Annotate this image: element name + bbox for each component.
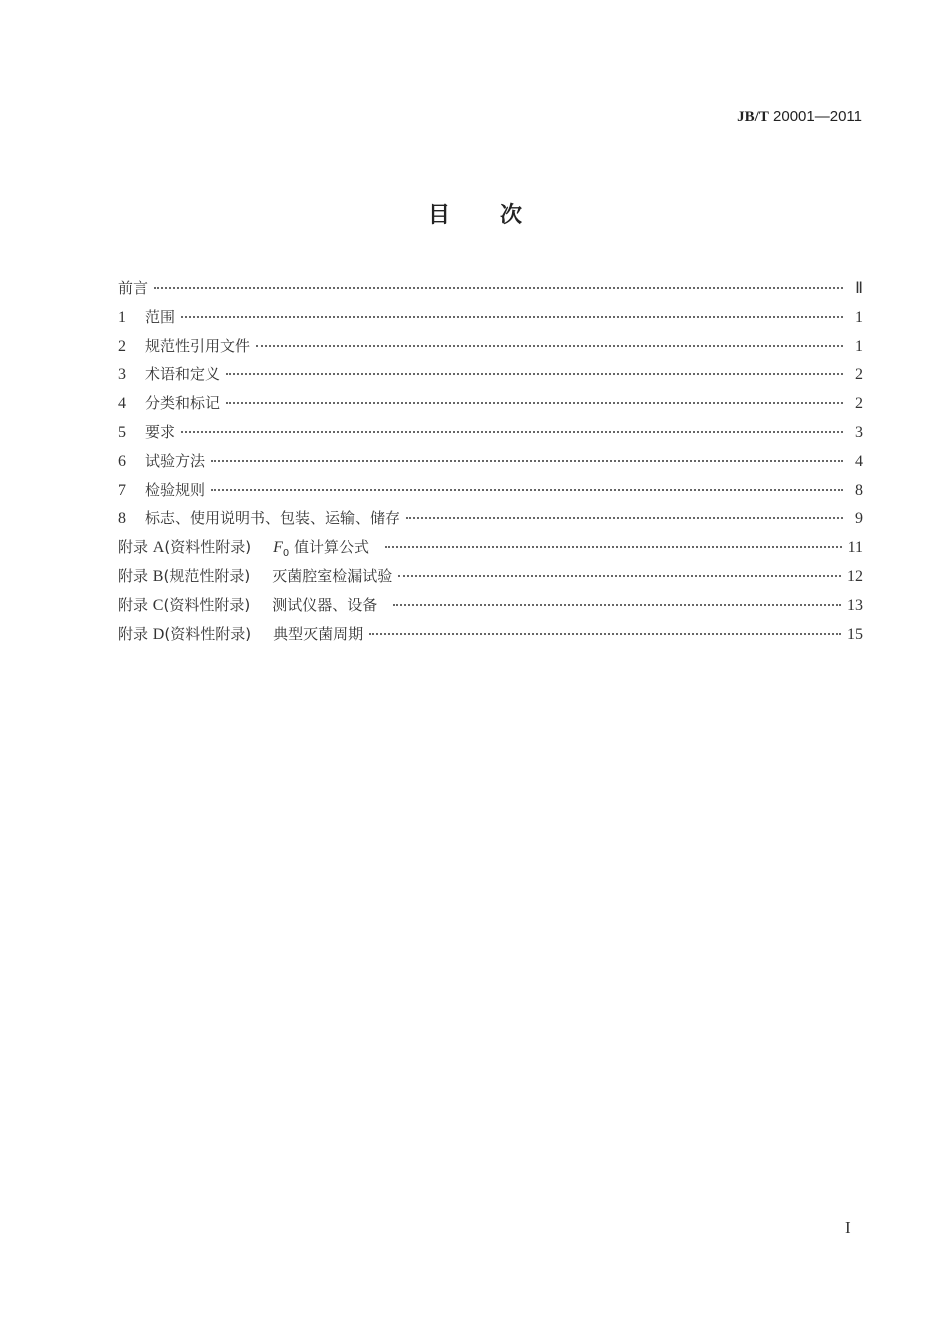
toc-label: 规范性引用文件	[145, 336, 251, 355]
dot-leader	[393, 604, 841, 606]
dot-leader	[398, 575, 841, 577]
toc-entry[interactable]	[118, 392, 863, 421]
toc-label: 术语和定义	[145, 365, 221, 384]
toc-label: 要求	[145, 422, 176, 441]
toc-label: 试验方法	[145, 451, 206, 470]
appendix-prefix: 附录 D(资料性附录)	[118, 624, 252, 643]
dot-leader	[181, 316, 843, 318]
table-of-contents	[118, 277, 863, 651]
toc-number: 4	[118, 395, 126, 413]
standard-code	[737, 108, 862, 126]
toc-number: 3	[118, 366, 126, 384]
dot-leader	[385, 546, 842, 548]
toc-number: 8	[118, 510, 126, 528]
toc-appendix-c[interactable]	[118, 594, 863, 623]
toc-label: 标志、使用说明书、包装、运输、储存	[145, 509, 401, 528]
toc-appendix-d[interactable]	[118, 623, 863, 652]
standard-prefix: JB/T	[737, 109, 769, 125]
toc-label: 前言	[118, 279, 149, 297]
toc-page: 1	[855, 308, 863, 326]
toc-page: 1	[855, 337, 863, 355]
dot-leader	[181, 431, 843, 433]
toc-appendix-b[interactable]	[118, 565, 863, 594]
title-char-1: 目	[427, 203, 450, 228]
appendix-prefix: 附录 C(资料性附录)	[118, 595, 251, 614]
toc-entry[interactable]	[118, 306, 863, 335]
toc-entry-foreword[interactable]	[118, 277, 863, 306]
dot-leader	[369, 633, 841, 635]
toc-page: 2	[855, 395, 863, 413]
toc-entry[interactable]	[118, 450, 863, 479]
toc-label: $F_0$ 值计算公式	[273, 538, 370, 560]
toc-number: 2	[118, 337, 126, 355]
toc-page: 2	[855, 366, 863, 384]
toc-page: 3	[855, 423, 863, 441]
toc-number: 5	[118, 423, 126, 441]
toc-label: 范围	[145, 307, 176, 326]
standard-number: 20001—2011	[773, 108, 862, 125]
toc-entry[interactable]	[118, 363, 863, 392]
toc-label: 测试仪器、设备	[272, 595, 378, 614]
toc-number: 1	[118, 308, 126, 326]
dot-leader	[226, 402, 843, 404]
toc-page: 9	[855, 510, 863, 528]
dot-leader	[154, 287, 843, 289]
dot-leader	[211, 460, 843, 462]
toc-label: 检验规则	[145, 480, 206, 499]
toc-entry[interactable]	[118, 335, 863, 364]
toc-number: 6	[118, 452, 126, 470]
toc-appendix-a[interactable]	[118, 536, 863, 565]
appendix-prefix: 附录 B(规范性附录)	[118, 566, 251, 585]
toc-number: 7	[118, 481, 126, 499]
toc-page: 11	[847, 539, 863, 557]
title-char-2: 次	[500, 203, 523, 228]
dot-leader	[226, 373, 843, 375]
dot-leader	[406, 517, 843, 519]
toc-page: 8	[855, 481, 863, 499]
appendix-prefix: 附录 A(资料性附录)	[118, 538, 252, 557]
toc-entry[interactable]	[118, 507, 863, 536]
toc-page: 13	[847, 596, 863, 614]
toc-entry[interactable]	[118, 479, 863, 508]
toc-entry[interactable]	[118, 421, 863, 450]
dot-leader	[256, 345, 843, 347]
toc-label: 灭菌腔室检漏试验	[272, 566, 393, 585]
page-title	[0, 198, 950, 229]
page-number: I	[845, 1218, 851, 1237]
toc-label: 典型灭菌周期	[273, 624, 364, 643]
dot-leader	[211, 489, 843, 491]
toc-page: 15	[847, 625, 863, 643]
toc-page: Ⅱ	[855, 280, 863, 297]
toc-page: 12	[847, 567, 863, 585]
toc-page: 4	[855, 452, 863, 470]
toc-label: 分类和标记	[145, 394, 221, 413]
